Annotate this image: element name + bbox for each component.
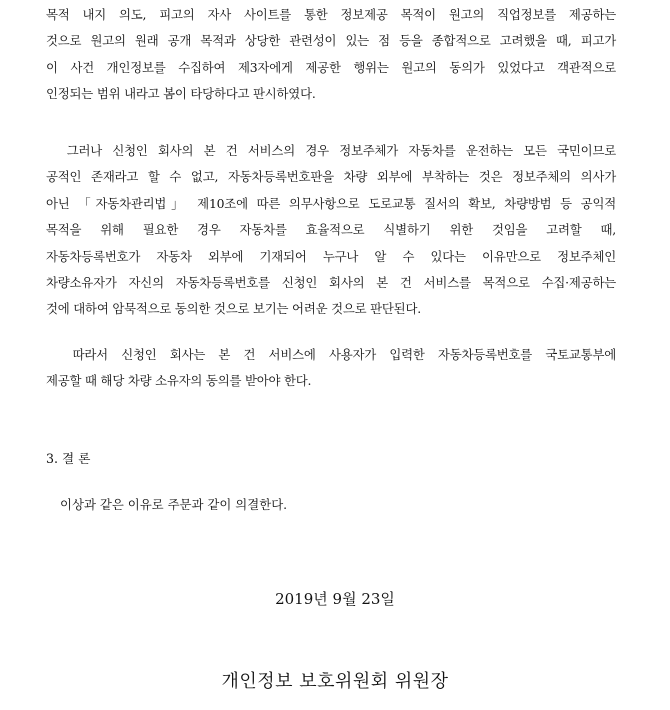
decision-date: 2019년 9월 23일 <box>275 590 395 608</box>
paragraph-1 <box>46 2 616 108</box>
paragraph-line: 공적인 존재라고 할 수 없고, 자동차등록번호판을 차량 외부에 부착하는 것은 정보주체의 의사가 <box>46 169 616 185</box>
section-heading: 3. 결 론 <box>46 451 91 466</box>
paragraph-line: 것에 대하여 암묵적으로 동의한 것으로 보기는 어려운 것으로 판단된다. <box>46 301 421 317</box>
paragraph-line: 아닌 「자동차관리법」 제10조에 따른 의무사항으로 도로교통 질서의 확보, 차량방범 등 공익적 <box>46 195 616 211</box>
paragraph-line: 이 사건 개인정보를 수집하여 제3자에게 제공한 행위는 원고의 동의가 있었다고 객관적으로 <box>46 59 616 75</box>
conclusion-text: 이상과 같은 이유로 주문과 같이 의결한다. <box>60 497 288 512</box>
paragraph-line: 인정되는 범위 내라고 봄이 타당하다고 판시하였다. <box>46 86 316 102</box>
paragraph-3 <box>46 342 616 395</box>
paragraph-line: 목적을 위해 필요한 경우 자동차를 효율적으로 식별하기 위한 것임을 고려할 때, <box>46 222 616 238</box>
paragraph-line: 차량소유자가 자신의 자동차등록번호를 신청인 회사의 본 건 서비스를 목적으로 수집·제공하는 <box>46 274 616 290</box>
paragraph-line: 따라서 신청인 회사는 본 건 서비스에 사용자가 입력한 자동차등록번호를 국토교통부에 <box>46 347 616 362</box>
paragraph-line: 것으로 원고의 원래 공개 목적과 상당한 관련성이 있는 점 등을 종합적으로 고려했을 때, 피고가 <box>46 33 616 49</box>
paragraph-line: 자동차등록번호가 자동차 외부에 기재되어 누구나 알 수 있다는 이유만으로 정보주체인 <box>46 248 616 264</box>
signer-title: 개인정보 보호위원회 위원장 <box>221 671 449 692</box>
paragraph-2 <box>46 138 616 323</box>
paragraph-line: 그러나 신청인 회사의 본 건 서비스의 경우 정보주체가 자동차를 운전하는 모든 국민이므로 <box>46 143 616 158</box>
paragraph-line: 목적 내지 의도, 피고의 자사 사이트를 통한 정보제공 목적이 원고의 직업정보를 제공하는 <box>46 7 616 22</box>
paragraph-line: 제공할 때 해당 차량 소유자의 동의를 받아야 한다. <box>46 373 312 389</box>
